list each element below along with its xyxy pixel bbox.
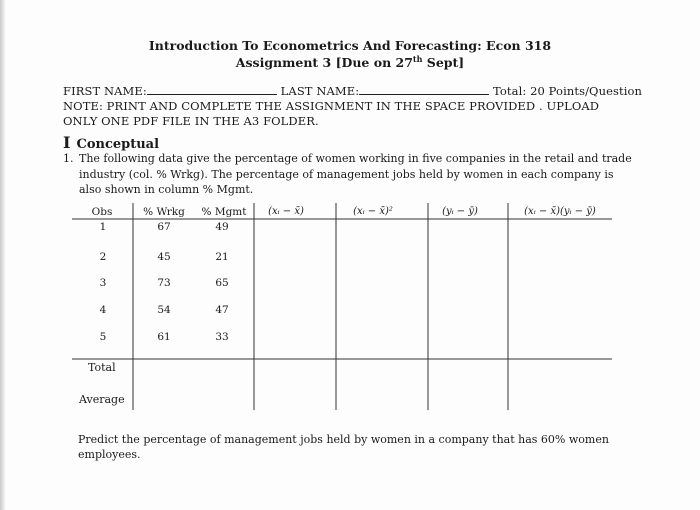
obs-cell: 4: [99, 304, 107, 316]
total-row-label: Total: [88, 361, 116, 374]
mgmt-cell: 49: [215, 221, 229, 233]
col-header-xy-dev: (xᵢ − x̄)(yᵢ − ȳ): [524, 206, 596, 217]
note-line-2: ONLY ONE PDF FILE IN THE A3 FOLDER.: [63, 114, 319, 128]
prediction-line-1: Predict the percentage of management jobs held by women in a company that has 60% women: [78, 433, 609, 446]
question-line-1: The following data give the percentage of women working in five companies in the retail and trade: [79, 152, 632, 165]
course-title: Introduction To Econometrics And Forecasting: Econ 318: [148, 38, 552, 53]
first-name-label: FIRST NAME:: [63, 84, 147, 98]
wrkg-cell: 67: [157, 221, 171, 233]
mgmt-cell: 65: [215, 277, 229, 289]
col-header-y-dev: (yᵢ − ȳ): [442, 206, 478, 217]
col-header-x-dev: (xᵢ − x̄): [268, 206, 304, 217]
mgmt-cell: 47: [215, 304, 229, 316]
total-points-label: Total: 20 Points/Question: [493, 84, 643, 98]
assignment-title: Assignment 3 [Due on 27th Sept]: [235, 54, 465, 71]
obs-cell: 1: [99, 221, 107, 233]
col-header-mgmt: % Mgmt: [201, 206, 247, 218]
mgmt-cell: 21: [215, 251, 229, 263]
average-row-label: Average: [79, 393, 125, 406]
wrkg-cell: 61: [157, 331, 171, 343]
note-line-1: NOTE: PRINT AND COMPLETE THE ASSIGNMENT IN THE SPACE PROVIDED . UPLOAD: [63, 99, 600, 113]
wrkg-cell: 45: [157, 251, 171, 263]
wrkg-cell: 54: [157, 304, 171, 316]
col-header-x-dev-sq: (xᵢ − x̄)²: [353, 206, 393, 217]
prediction-line-2: employees.: [78, 448, 141, 461]
mgmt-cell: 33: [215, 331, 229, 343]
obs-cell: 2: [99, 251, 107, 263]
section-title: Conceptual: [76, 137, 160, 152]
wrkg-cell: 73: [157, 277, 171, 289]
question-line-2: industry (col. % Wrkg). The percentage of management jobs held by women in each company is: [79, 167, 614, 181]
section-number: I: [63, 133, 71, 152]
obs-cell: 5: [99, 331, 107, 343]
col-header-wrkg: % Wrkg: [143, 206, 185, 218]
question-number: 1.: [63, 152, 74, 165]
question-line-3: also shown in column % Mgmt.: [79, 183, 254, 196]
prediction-question: [78, 432, 643, 462]
col-header-obs: Obs: [91, 206, 113, 218]
last-name-label: LAST NAME:: [280, 84, 360, 98]
obs-cell: 3: [99, 277, 107, 289]
